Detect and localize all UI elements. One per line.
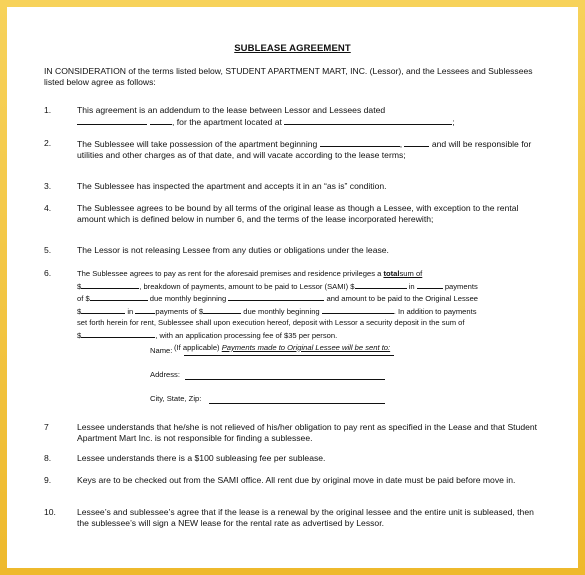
security-deposit-field[interactable] [81, 329, 155, 338]
clause-number: 5. [44, 245, 52, 255]
city-row [150, 394, 201, 403]
in-text: in [408, 281, 415, 291]
application-fee-text: , with an application processing fee of $35 per person. [155, 330, 338, 340]
lessor-monthly-field[interactable] [90, 292, 148, 301]
clause-1-text-b: , for the apartment located at [172, 117, 282, 127]
dollar-sign: $ [77, 330, 82, 340]
clause-number: 2. [44, 138, 52, 148]
clause-text: Lessee’s and sublessee’s agree that if the lease is a renewal by the original lessee and the entire unit is subleased, then the sublessee’s will sign a NEW lease for the rental rate as advertised by Lessor. [77, 507, 534, 528]
payments-of-text: payments of $ [155, 306, 204, 316]
clause-6-line1: The Sublessee agrees to pay as rent for the aforesaid premises and residence privileges a [77, 269, 382, 278]
total-emphasis: total [383, 269, 400, 278]
lessor-begin-date-field[interactable] [228, 292, 324, 301]
clause-text [77, 138, 545, 161]
clause-text: The Sublessee has inspected the apartment and accepts it in an “as is” condition. [77, 181, 387, 191]
name-field[interactable] [184, 355, 394, 356]
lease-date-field[interactable] [77, 116, 147, 125]
lessor-amount-field[interactable] [355, 280, 407, 289]
clause-2-text-c: and will be responsible for utilities and other charges as of that date, and will vacate according to the lease terms; [77, 139, 532, 160]
clause-text: The Sublessee agrees to be bound by all terms of the original lease as though a Lessee, with exception to the rental amount which is defined below in number 6, and the terms of the lease incorporated herewith; [77, 203, 519, 224]
original-lessee-text: and amount to be paid to the Original Lessee [326, 294, 479, 304]
clause-number: 4. [44, 203, 52, 213]
possession-date-field[interactable] [320, 138, 403, 149]
clause-2-text-b: , [399, 139, 403, 149]
lessee-amount-field[interactable] [81, 305, 125, 314]
address-row [150, 370, 180, 379]
clause-1-text-a: This agreement is an addendum to the lease between Lessor and Lessees dated [77, 105, 386, 115]
dollar-sign: $ [77, 281, 82, 291]
lessor-payments-count-field[interactable] [417, 280, 443, 289]
clause-text [77, 105, 545, 128]
address-field[interactable] [185, 379, 385, 380]
lessee-monthly-field[interactable] [203, 305, 241, 314]
name-label: Name: [150, 346, 173, 355]
clause-number: 9. [44, 475, 52, 485]
clause-number: 7 [44, 422, 49, 432]
clause-text: The Lessor is not releasing Lessee from any duties or obligations under the lease. [77, 245, 389, 255]
clause-number: 1. [44, 105, 52, 115]
address-label: Address: [150, 370, 180, 379]
clause-number: 10. [44, 507, 56, 517]
lessee-payments-count-field[interactable] [135, 305, 155, 314]
clause-1-text-c: ; [452, 117, 455, 127]
if-applicable-text: (If applicable) [174, 342, 220, 352]
apartment-address-field[interactable] [284, 116, 455, 127]
clause-number: 8. [44, 453, 52, 463]
clause-text: Lessee understands there is a $100 subleasing fee per sublease. [77, 453, 326, 463]
city-state-zip-label: City, State, Zip: [150, 394, 202, 403]
total-sum-field[interactable] [81, 280, 139, 289]
clause-2-text-a: The Sublessee will take possession of the apartment beginning [77, 139, 318, 149]
due-monthly-text: due monthly beginning [243, 306, 320, 316]
intro-paragraph: IN CONSIDERATION of the terms listed below, STUDENT APARTMENT MART, INC. (Lessor), and the Lessees and Sublessees listed below agree as follows: [44, 66, 533, 87]
lease-year-field[interactable] [150, 116, 172, 125]
in-addition-text: . In addition to payments [393, 306, 477, 316]
clause-6-line3: of $ [77, 294, 90, 304]
in-text: in [127, 306, 134, 316]
clause-text [77, 268, 545, 353]
due-monthly-text: due monthly beginning [149, 294, 227, 304]
clause-number: 3. [44, 181, 52, 191]
city-state-zip-field[interactable] [209, 403, 385, 404]
payments-sent-to-text: Payments made to Original Lessee will be sent to: [221, 342, 391, 352]
payments-text: payments [444, 281, 478, 291]
name-row [150, 346, 172, 355]
document-title: SUBLEASE AGREEMENT [234, 43, 351, 54]
clause-number: 6. [44, 268, 52, 278]
clause-text: Lessee understands that he/she is not relieved of his/her obligation to pay rent as specified in the Lease and that Student Apartment Mart Inc. is not responsible for finding a sublessee. [77, 422, 538, 443]
clause-6-line2: , breakdown of payments, amount to be paid to Lessor (SAMI) $ [139, 281, 355, 291]
sum-of-text: sum of [399, 269, 423, 278]
document-page [7, 7, 578, 568]
dollar-sign: $ [77, 306, 82, 316]
clause-6-line5: set forth herein for rent, Sublessee shall upon execution hereof, deposit with Lessor a security deposit in the sum of [77, 318, 465, 328]
clause-text: Keys are to be checked out from the SAMI office. All rent due by original move in date must be paid before move in. [77, 475, 516, 485]
lessee-begin-date-field[interactable] [322, 305, 394, 314]
possession-year-field[interactable] [404, 138, 429, 147]
